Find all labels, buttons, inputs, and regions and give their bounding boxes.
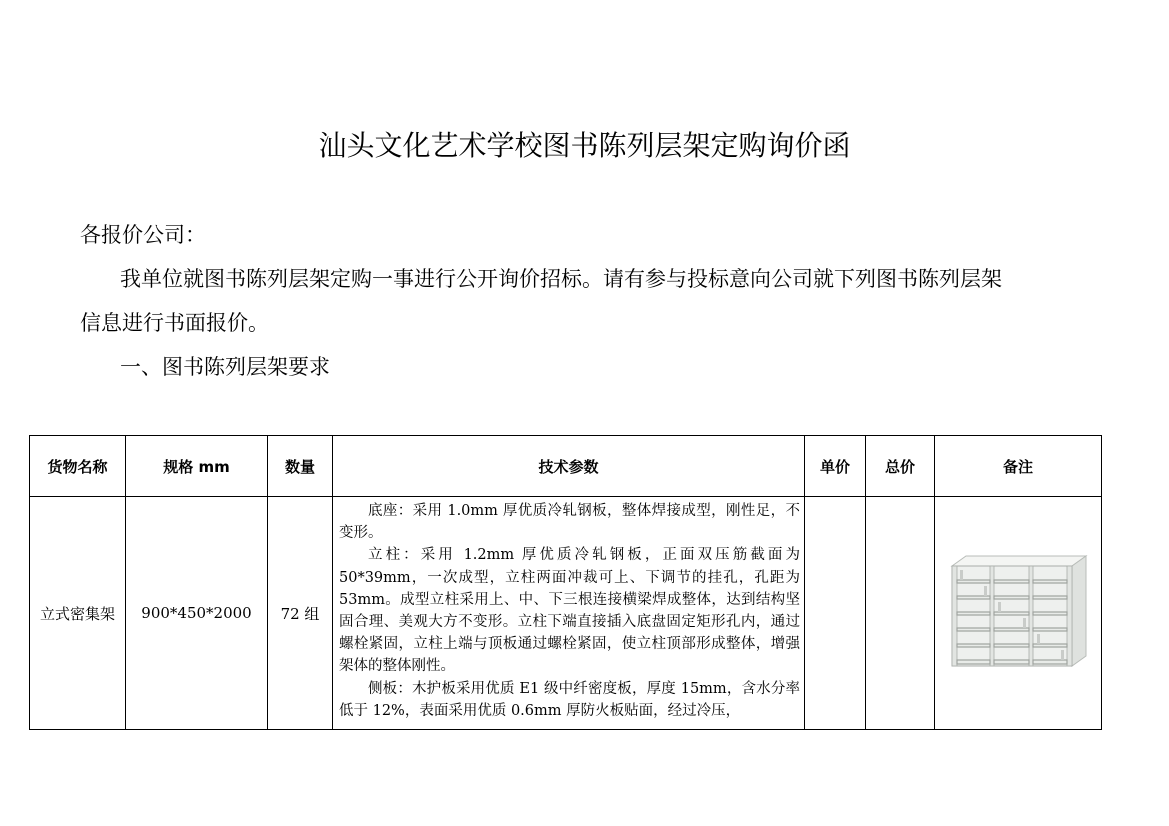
header-qty: 数量 [268,436,333,497]
header-spec: 规格 mm [126,436,268,497]
cell-unit-price [805,497,866,730]
document-title: 汕头文化艺术学校图书陈列层架定购询价函 [318,129,851,162]
header-total-price: 总价 [866,436,935,497]
requirements-table [29,435,1102,730]
header-name: 货物名称 [30,436,126,497]
cell-total-price [866,497,935,730]
salutation: 各报价公司： [80,223,206,247]
header-params: 技术参数 [333,436,805,497]
cell-spec: 900*450*2000 [126,497,268,730]
table-header-row [30,436,1102,497]
body-paragraph-line-2: 信息进行书面报价。 [80,311,269,335]
section-heading: 一、图书陈列层架要求 [120,355,330,379]
cell-qty: 72 组 [268,497,333,730]
cell-name: 立式密集架 [30,497,126,730]
param-side-panel: 侧板：木护板采用优质 E1 级中纤密度板，厚度 15mm，含水分率低于 12%，表面采用优质 0.6mm 厚防火板贴面，经过冷压， [339,680,800,719]
header-unit-price: 单价 [805,436,866,497]
cell-params [333,497,805,730]
cell-remark [935,497,1102,730]
param-base: 底座：采用 1.0mm 厚优质冷轧钢板，整体焊接成型，刚性足，不变形。 [339,503,800,542]
bookshelf-image [948,552,1088,670]
param-column: 立柱：采用 1.2mm 厚优质冷轧钢板，正面双压筋截面为 50*39mm，一次成型，立柱两面冲裁可上、下调节的挂孔，孔距为 53mm。成型立柱采用上、中、下三根连接横梁焊成整体，达到结构坚固合理、美观大方不变形。立柱下端直接插入底盘固定矩形孔内，通过螺栓紧固，立柱上端与顶板通过螺栓紧固，使立柱顶部形成整体，增强架体的整体刚性。 [339,547,800,675]
header-remark: 备注 [935,436,1102,497]
table-row [30,497,1102,730]
body-paragraph-line-1: 我单位就图书陈列层架定购一事进行公开询价招标。请有参与投标意向公司就下列图书陈列层架 [120,267,1002,291]
